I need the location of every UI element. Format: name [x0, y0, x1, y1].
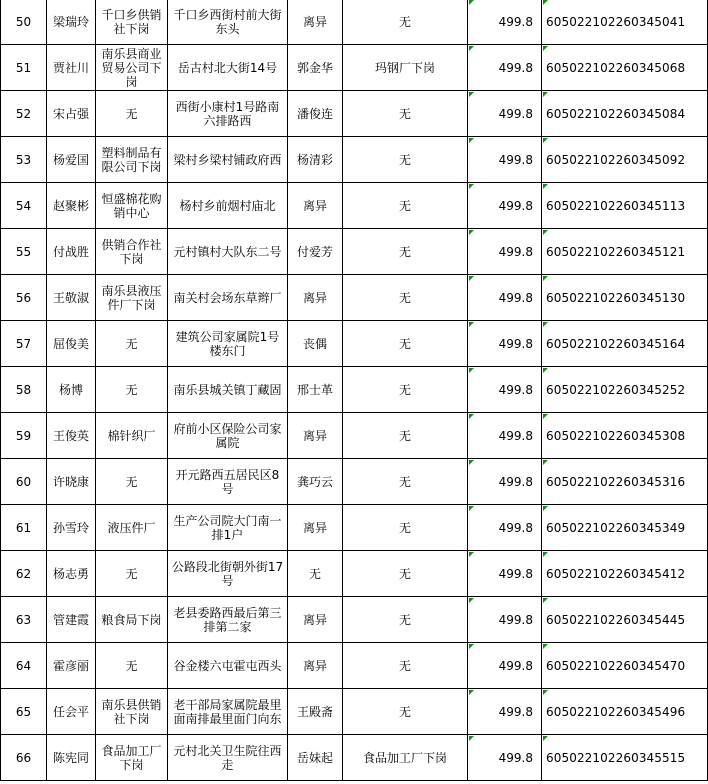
- spouse-unit-cell: 无: [343, 459, 468, 505]
- address-cell: 府前小区保险公司家属院: [168, 413, 288, 459]
- amount-cell: 499.8: [468, 183, 542, 229]
- address-cell: 老干部局家属院最里面南排最里面门向东: [168, 689, 288, 735]
- records-table-body: [1, 0, 708, 781]
- row-number-cell: 57: [1, 321, 47, 367]
- name-cell: 屈俊美: [47, 321, 96, 367]
- spouse-unit-cell: 无: [343, 597, 468, 643]
- spouse-unit-cell: 无: [343, 551, 468, 597]
- spouse-name-cell: 离异: [288, 183, 343, 229]
- address-cell: 开元路西五居民区8号: [168, 459, 288, 505]
- amount-cell: 499.8: [468, 551, 542, 597]
- table-row: [1, 643, 708, 689]
- spouse-name-cell: 郭金华: [288, 45, 343, 91]
- amount-cell: 499.8: [468, 137, 542, 183]
- amount-cell: 499.8: [468, 413, 542, 459]
- row-number-cell: 66: [1, 735, 47, 781]
- spouse-name-cell: 岳妹起: [288, 735, 343, 781]
- account-number-cell: 605022102260345068: [542, 45, 708, 91]
- row-number-cell: 50: [1, 0, 47, 45]
- name-cell: 杨志勇: [47, 551, 96, 597]
- row-number-cell: 65: [1, 689, 47, 735]
- spouse-name-cell: 杨清彩: [288, 137, 343, 183]
- spouse-name-cell: 离异: [288, 275, 343, 321]
- work-unit-cell: 食品加工厂下岗: [96, 735, 168, 781]
- name-cell: 赵聚彬: [47, 183, 96, 229]
- address-cell: 南关村会场东草辫厂: [168, 275, 288, 321]
- name-cell: 任会平: [47, 689, 96, 735]
- row-number-cell: 62: [1, 551, 47, 597]
- account-number-cell: 605022102260345445: [542, 597, 708, 643]
- address-cell: 公路段北街朝外街17号: [168, 551, 288, 597]
- work-unit-cell: 无: [96, 551, 168, 597]
- spouse-unit-cell: 玛钢厂下岗: [343, 45, 468, 91]
- work-unit-cell: 南乐县供销社下岗: [96, 689, 168, 735]
- spouse-unit-cell: 无: [343, 275, 468, 321]
- table-row: [1, 413, 708, 459]
- address-cell: 元村北关卫生院往西走: [168, 735, 288, 781]
- amount-cell: 499.8: [468, 689, 542, 735]
- account-number-cell: 605022102260345470: [542, 643, 708, 689]
- work-unit-cell: 南乐县商业贸易公司下岗: [96, 45, 168, 91]
- work-unit-cell: 无: [96, 91, 168, 137]
- address-cell: 谷金楼六屯霍屯西头: [168, 643, 288, 689]
- row-number-cell: 52: [1, 91, 47, 137]
- account-number-cell: 605022102260345164: [542, 321, 708, 367]
- table-row: [1, 45, 708, 91]
- table-row: [1, 275, 708, 321]
- name-cell: 孙雪玲: [47, 505, 96, 551]
- address-cell: 杨村乡前烟村庙北: [168, 183, 288, 229]
- account-number-cell: 605022102260345130: [542, 275, 708, 321]
- address-cell: 岳古村北大街14号: [168, 45, 288, 91]
- name-cell: 王俊英: [47, 413, 96, 459]
- account-number-cell: 605022102260345092: [542, 137, 708, 183]
- account-number-cell: 605022102260345084: [542, 91, 708, 137]
- address-cell: 梁村乡梁村铺政府西: [168, 137, 288, 183]
- spouse-unit-cell: 无: [343, 367, 468, 413]
- account-number-cell: 605022102260345308: [542, 413, 708, 459]
- spouse-unit-cell: 无: [343, 321, 468, 367]
- work-unit-cell: 恒盛棉花购销中心: [96, 183, 168, 229]
- amount-cell: 499.8: [468, 735, 542, 781]
- account-number-cell: 605022102260345496: [542, 689, 708, 735]
- spouse-name-cell: 离异: [288, 0, 343, 45]
- account-number-cell: 605022102260345041: [542, 0, 708, 45]
- spouse-name-cell: 无: [288, 551, 343, 597]
- work-unit-cell: 无: [96, 367, 168, 413]
- name-cell: 梁瑞玲: [47, 0, 96, 45]
- spouse-name-cell: 离异: [288, 643, 343, 689]
- account-number-cell: 605022102260345412: [542, 551, 708, 597]
- table-row: [1, 91, 708, 137]
- row-number-cell: 60: [1, 459, 47, 505]
- row-number-cell: 53: [1, 137, 47, 183]
- work-unit-cell: 无: [96, 459, 168, 505]
- amount-cell: 499.8: [468, 275, 542, 321]
- work-unit-cell: 液压件厂: [96, 505, 168, 551]
- row-number-cell: 64: [1, 643, 47, 689]
- spouse-unit-cell: 无: [343, 505, 468, 551]
- address-cell: 建筑公司家属院1号楼东门: [168, 321, 288, 367]
- name-cell: 许晓康: [47, 459, 96, 505]
- row-number-cell: 56: [1, 275, 47, 321]
- table-row: [1, 0, 708, 45]
- row-number-cell: 63: [1, 597, 47, 643]
- address-cell: 南乐县城关镇丁藏固: [168, 367, 288, 413]
- name-cell: 管建霞: [47, 597, 96, 643]
- table-row: [1, 689, 708, 735]
- account-number-cell: 605022102260345121: [542, 229, 708, 275]
- work-unit-cell: 无: [96, 321, 168, 367]
- amount-cell: 499.8: [468, 91, 542, 137]
- table-row: [1, 367, 708, 413]
- spouse-unit-cell: 无: [343, 643, 468, 689]
- table-row: [1, 321, 708, 367]
- table-row: [1, 137, 708, 183]
- amount-cell: 499.8: [468, 367, 542, 413]
- spouse-unit-cell: 无: [343, 689, 468, 735]
- spouse-name-cell: 离异: [288, 597, 343, 643]
- work-unit-cell: 棉针织厂: [96, 413, 168, 459]
- work-unit-cell: 粮食局下岗: [96, 597, 168, 643]
- address-cell: 西街小康村1号路南六排路西: [168, 91, 288, 137]
- row-number-cell: 61: [1, 505, 47, 551]
- table-row: [1, 459, 708, 505]
- spouse-name-cell: 付爱芳: [288, 229, 343, 275]
- spouse-unit-cell: 无: [343, 0, 468, 45]
- address-cell: 老县委路西最后第三排第二家: [168, 597, 288, 643]
- amount-cell: 499.8: [468, 0, 542, 45]
- work-unit-cell: 供销合作社下岗: [96, 229, 168, 275]
- spouse-name-cell: 邢士革: [288, 367, 343, 413]
- spouse-name-cell: 离异: [288, 505, 343, 551]
- row-number-cell: 51: [1, 45, 47, 91]
- work-unit-cell: 千口乡供销社下岗: [96, 0, 168, 45]
- name-cell: 贾社川: [47, 45, 96, 91]
- spouse-unit-cell: 无: [343, 91, 468, 137]
- name-cell: 陈宪同: [47, 735, 96, 781]
- spouse-name-cell: 离异: [288, 413, 343, 459]
- amount-cell: 499.8: [468, 459, 542, 505]
- row-number-cell: 54: [1, 183, 47, 229]
- row-number-cell: 59: [1, 413, 47, 459]
- row-number-cell: 55: [1, 229, 47, 275]
- account-number-cell: 605022102260345252: [542, 367, 708, 413]
- spouse-unit-cell: 无: [343, 229, 468, 275]
- spouse-unit-cell: 无: [343, 413, 468, 459]
- table-row: [1, 229, 708, 275]
- name-cell: 霍彦丽: [47, 643, 96, 689]
- name-cell: 杨爱国: [47, 137, 96, 183]
- name-cell: 宋占强: [47, 91, 96, 137]
- amount-cell: 499.8: [468, 321, 542, 367]
- account-number-cell: 605022102260345515: [542, 735, 708, 781]
- table-row: [1, 183, 708, 229]
- table-row: [1, 551, 708, 597]
- row-number-cell: 58: [1, 367, 47, 413]
- name-cell: 王敬淑: [47, 275, 96, 321]
- spouse-name-cell: 王殿斋: [288, 689, 343, 735]
- account-number-cell: 605022102260345349: [542, 505, 708, 551]
- address-cell: 元村镇村大队东二号: [168, 229, 288, 275]
- work-unit-cell: 塑料制品有限公司下岗: [96, 137, 168, 183]
- name-cell: 付战胜: [47, 229, 96, 275]
- table-row: [1, 505, 708, 551]
- amount-cell: 499.8: [468, 597, 542, 643]
- account-number-cell: 605022102260345316: [542, 459, 708, 505]
- spouse-unit-cell: 食品加工厂下岗: [343, 735, 468, 781]
- table-row: [1, 735, 708, 781]
- amount-cell: 499.8: [468, 505, 542, 551]
- spouse-name-cell: 潘俊连: [288, 91, 343, 137]
- account-number-cell: 605022102260345113: [542, 183, 708, 229]
- spouse-name-cell: 丧偶: [288, 321, 343, 367]
- spouse-unit-cell: 无: [343, 183, 468, 229]
- amount-cell: 499.8: [468, 229, 542, 275]
- address-cell: 千口乡西街村前大街东头: [168, 0, 288, 45]
- name-cell: 杨博: [47, 367, 96, 413]
- spouse-name-cell: 龚巧云: [288, 459, 343, 505]
- address-cell: 生产公司院大门南一排1户: [168, 505, 288, 551]
- spouse-unit-cell: 无: [343, 137, 468, 183]
- table-row: [1, 597, 708, 643]
- amount-cell: 499.8: [468, 643, 542, 689]
- amount-cell: 499.8: [468, 45, 542, 91]
- work-unit-cell: 南乐县液压件厂下岗: [96, 275, 168, 321]
- work-unit-cell: 无: [96, 643, 168, 689]
